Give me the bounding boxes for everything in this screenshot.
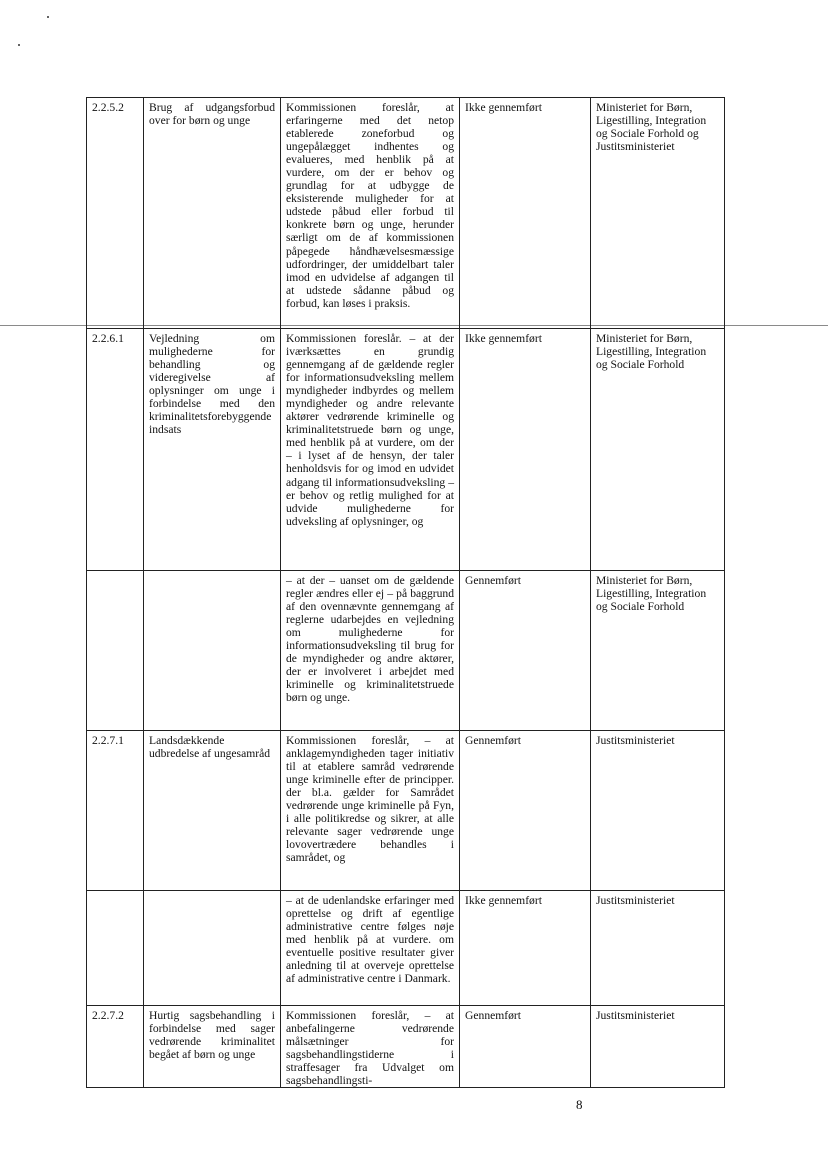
recommendation-text: – at der – uanset om de gældende regler ændres eller ej – på baggrund af den ovennævnte gennemgang af reglerne udarbejdes en vejledning om mulighederne for informationsudveksling til brug for de myndigheder og andre aktører, der er involveret i arbejdet med kriminelle og kriminalitetstruede børn og unge. <box>281 571 460 731</box>
section-number: 2.2.7.2 <box>87 1006 144 1088</box>
implementation-status: Gennemført <box>460 1006 591 1088</box>
implementation-status: Gennemført <box>460 571 591 731</box>
section-number: 2.2.5.2 <box>87 98 144 329</box>
scan-speck <box>18 44 20 46</box>
recommendations-table <box>86 97 725 1088</box>
implementation-status: Ikke gennemført <box>460 329 591 571</box>
section-number <box>87 571 144 731</box>
table-row <box>87 731 725 891</box>
table-row <box>87 329 725 571</box>
implementation-status: Ikke gennemført <box>460 98 591 329</box>
recommendation-text: Kommissionen foreslår, at erfaringerne med det netop etablerede zoneforbud og ungepålægget indhentes og evalueres, med henblik på at vurdere, om der er behov og grundlag for at udbygge de eksisterende muligheder for at udstede påbud eller forbud til konkrete børn og unge, herunder særligt om de af kommissionen påpegede håndhævelsesmæssige udfordringer, der umiddelbart taler imod en udvidelse af adgangen til at udstede sådanne påbud og forbud, kan løses i praksis. <box>281 98 460 329</box>
recommendation-topic: Brug af udgangsforbud over for børn og unge <box>144 98 281 329</box>
implementation-status: Gennemført <box>460 731 591 891</box>
recommendation-text: Kommissionen foreslår, – at anklagemyndigheden tager initiativ til at etablere samråd vedrørende unge kriminelle efter de principper. der bl.a. gælder for Samrådet vedrørende unge kriminelle på Fyn, i alle politikredse og sikrer, at alle relevante sager vedrørende unge lovovertrædere behandles i samrådet, og <box>281 731 460 891</box>
recommendation-topic: Hurtig sagsbehandling i forbindelse med sager vedrørende kriminalitet begået af børn og unge <box>144 1006 281 1088</box>
implementation-status: Ikke gennemført <box>460 891 591 1006</box>
recommendation-text: – at de udenlandske erfaringer med oprettelse og drift af egentlige administrative centre følges nøje med henblik på at vurdere. om eventuelle positive resultater giver anledning til at overveje oprettelse af administrative centre i Danmark. <box>281 891 460 1006</box>
recommendation-topic <box>144 891 281 1006</box>
recommendation-topic: Vejledning om mulighederne for behandling og videregivelse af oplysninger om unge i forbindelse med den kriminalitetsforebyggende indsats <box>144 329 281 571</box>
scan-speck <box>47 16 49 18</box>
recommendation-text: Kommissionen foreslår, – at anbefalingerne vedrørende målsætninger for sagsbehandlingstiderne i straffesager fra Udvalget om sagsbehandlingsti- <box>281 1006 460 1088</box>
section-number: 2.2.6.1 <box>87 329 144 571</box>
responsible-ministry: Justitsministeriet <box>591 731 725 891</box>
table-row <box>87 571 725 731</box>
table-row <box>87 98 725 329</box>
table-row <box>87 891 725 1006</box>
recommendation-topic <box>144 571 281 731</box>
table-row <box>87 1006 725 1088</box>
section-number: 2.2.7.1 <box>87 731 144 891</box>
recommendation-text: Kommissionen foreslår. – at der iværksættes en grundig gennemgang af de gældende regler for informationsudveksling mellem myndigheder indbyrdes og mellem myndigheder og andre relevante aktører vedrørende kriminelle og kriminalitetstruede børn og unge, med henblik på at vurdere, om der – i lyset af de hensyn, der taler henholdsvis for og imod en udvidet adgang til informationsudveksling – er behov og retlig mulighed for at udvide mulighederne for udveksling af oplysninger, og <box>281 329 460 571</box>
page-number: 8 <box>576 1097 583 1112</box>
responsible-ministry: Justitsministeriet <box>591 891 725 1006</box>
responsible-ministry: Ministeriet for Børn, Ligestilling, Integration og Sociale Forhold <box>591 571 725 731</box>
responsible-ministry: Ministeriet for Børn, Ligestilling, Integration og Sociale Forhold og Justitsministeriet <box>591 98 725 329</box>
recommendation-topic: Landsdækkende udbredelse af ungesamråd <box>144 731 281 891</box>
responsible-ministry: Ministeriet for Børn, Ligestilling, Integration og Sociale Forhold <box>591 329 725 571</box>
responsible-ministry: Justitsministeriet <box>591 1006 725 1088</box>
section-number <box>87 891 144 1006</box>
